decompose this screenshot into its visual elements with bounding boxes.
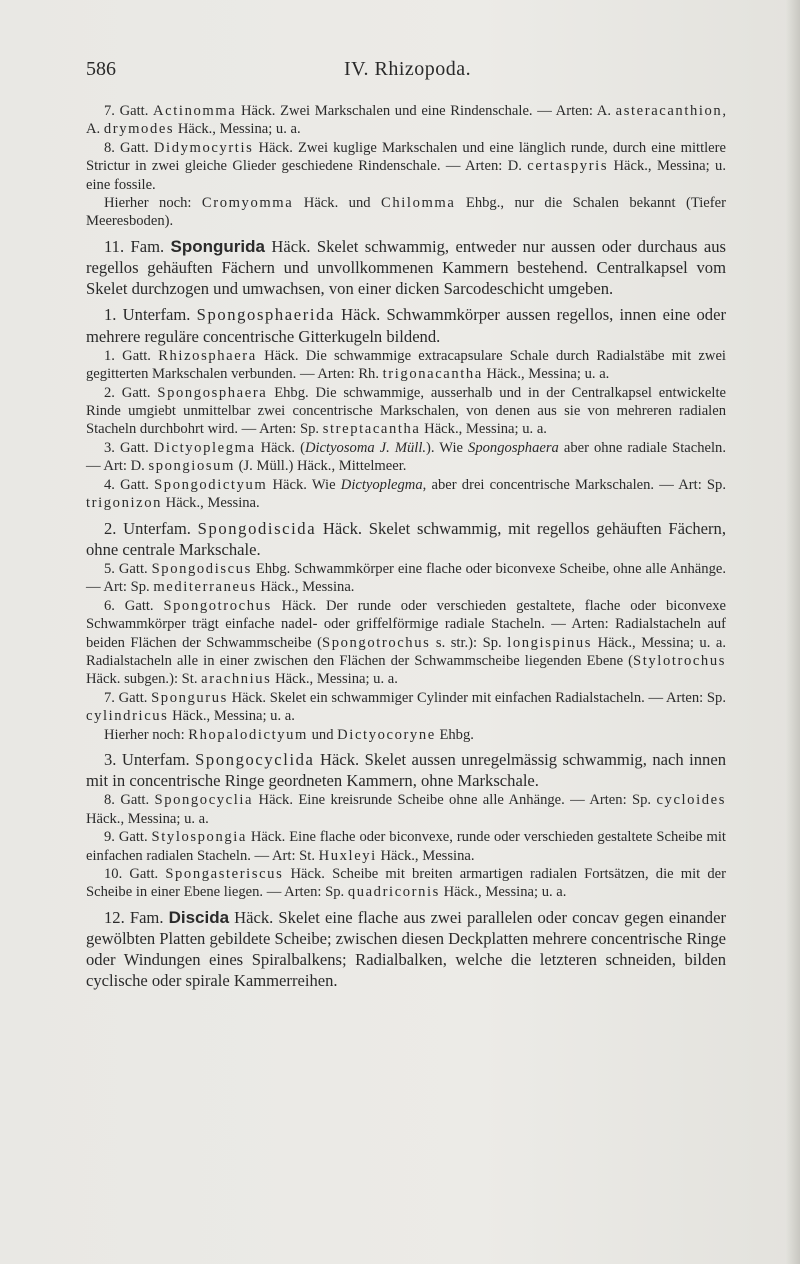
text-run: Häck., Messina. [162, 495, 260, 512]
spaced-name: Actinomma [153, 103, 237, 119]
text-run: Häck., Messina; u. a. [420, 421, 547, 438]
text-run: Häck. Der runde oder verschieden gestaltete, flache oder biconvexe Schwammkörper trägt einfache nadel- oder griffelförmige radiale Stacheln. — Arten: Radialstacheln auf beiden Flächen der Schwammscheibe ( [86, 597, 726, 651]
spaced-name: Didymocyrtis [153, 139, 254, 156]
text-run: Häck., Messina; u. a. [439, 884, 567, 901]
text-run: aber ohne radiale Stacheln. — Art: D. [86, 439, 726, 475]
page-header [86, 58, 726, 88]
text-run: 12. Fam. [104, 907, 169, 927]
text-run: Hierher noch: [104, 195, 202, 212]
genus-paragraph [86, 560, 726, 597]
spaced-name: trigonacantha [382, 366, 483, 383]
text-run: 1. Gatt. [104, 347, 159, 364]
text-run: Häck., Messina; u. a. [482, 366, 610, 383]
genus-paragraph [86, 791, 726, 828]
text-run: Häck., Messina. [376, 847, 475, 864]
genus-paragraph [86, 828, 726, 865]
text-run: 7. Gatt. [104, 103, 154, 119]
text-run: Häck. Scheibe mit breiten armartigen radialen Fortsätzen, die mit der Scheibe in einer Ebene liegen. — Arten: Sp. [86, 866, 726, 901]
text-run: Häck. ( [255, 439, 305, 456]
genus-paragraph [86, 865, 726, 902]
spaced-name: Dictyoplegma [153, 439, 256, 456]
text-run: 9. Gatt. [104, 829, 152, 846]
genus-paragraph [86, 439, 726, 476]
spaced-name: trigonizon [86, 495, 162, 512]
text-run: Häck. Zwei Markschalen und eine Rindenschale. — Arten: A. [236, 103, 616, 119]
genus-paragraph [86, 726, 726, 744]
text-run: Häck. Eine flache oder biconvexe, runde oder verschieden gestaltete Scheibe mit einfachen radialen Stacheln. — Art: St. [86, 829, 726, 864]
spaced-name: Huxleyi [318, 847, 377, 864]
text-run: 8. Gatt. [104, 139, 154, 156]
italic-name: Dictyoplegma [340, 476, 423, 493]
section-paragraph [86, 749, 726, 791]
italic-name: Dictyosoma J. Müll. [304, 439, 427, 456]
text-run: ). Wie [426, 439, 469, 456]
genus-paragraph [86, 476, 726, 513]
text-run: 3. Unterfam. [104, 749, 196, 769]
text-run: Häck. Skelet schwammig, entweder nur aussen oder durchaus aus regellos gehäuften Fächern und unvollkommenen Kammern bestehend. Centralkapsel vom Skelet durchzogen und umwachsen, von einer dicken Sarcodeschicht umgeben. [86, 236, 726, 299]
spaced-name: mediterraneus [153, 579, 257, 596]
text-run: Häck. Skelet aussen unregelmässig schwammig, nach innen mit in concentrische Ringe geordneten Kammern, ohne Markschale. [86, 749, 726, 791]
text-run: 8. Gatt. [104, 792, 155, 809]
text-run: (J. Müll.) Häck., Mittelmeer. [234, 458, 407, 475]
text-run: Häck. Skelet eine flache aus zwei parallelen oder concav gegen einander gewölbten Platten gebildete Scheibe; zwischen diesen Deckplatten mehrere concentrische Ringe oder Windungen eines Spiralbalkens; Radialbalken, welche die letzteren schneiden, bilden cyclische oder spirale Kammerreihen. [86, 907, 727, 991]
spaced-name: Spongurus [151, 689, 228, 706]
page-number: 586 [86, 58, 116, 80]
spaced-name: longispinus [507, 634, 593, 651]
text-run: Häck. Wie [267, 476, 341, 493]
genus-paragraph [86, 384, 726, 439]
genus-paragraph [86, 347, 726, 384]
text-run: 10. Gatt. [104, 866, 166, 883]
genus-paragraph [86, 689, 726, 726]
text-run: 2. Gatt. [104, 384, 158, 401]
spaced-name: Spongocyclida [195, 749, 315, 769]
text-run: Hierher noch: [104, 726, 189, 743]
text-run: Häck., Messina. [256, 579, 355, 596]
spaced-name: Stylospongia [151, 829, 247, 846]
text-run: , A. [86, 103, 726, 138]
text-run: 7. Gatt. [104, 689, 152, 706]
text-run: Häck., Messina; u. a. [174, 121, 301, 138]
body-text [86, 102, 726, 992]
spaced-name: cylindricus [86, 708, 169, 725]
spaced-name: quadricornis [347, 884, 440, 901]
text-run: Häck. subgen.): St. [86, 671, 202, 688]
text-run: 11. Fam. [104, 236, 171, 256]
text-run: Häck. Zwei kuglige Markschalen und eine länglich runde, durch eine mittlere Strictur in zwei gleiche Glieder geschiedene Rindenschale. — Arten: D. [86, 139, 726, 175]
text-run: Häck., Messina; u. eine fossile. [86, 158, 726, 193]
text-run: Häck., Messina; u. a. [86, 810, 209, 827]
family-name: Discida [168, 907, 230, 927]
spaced-name: Rhopalodictyum [188, 726, 308, 743]
spaced-name: Spongosphaera [157, 384, 268, 401]
text-run: s. str.): Sp. [430, 634, 508, 651]
spaced-name: arachnius [201, 671, 272, 688]
section-paragraph [86, 304, 726, 346]
spaced-name: Spongodiscus [151, 560, 252, 577]
spaced-name: Dictyocoryne [337, 726, 436, 743]
spaced-name: Rhizosphaera [158, 347, 257, 364]
spaced-name: Stylotrochus [633, 652, 726, 669]
spaced-name: Spongasteriscus [165, 866, 284, 883]
text-run: 3. Gatt. [104, 439, 154, 456]
running-head: IV. Rhizopoda. [344, 58, 472, 80]
spaced-name: Spongodictyum [154, 476, 268, 493]
spaced-name: streptacantha [322, 421, 421, 438]
family-name: Spongurida [170, 236, 265, 256]
spaced-name: Spongodiscida [197, 518, 317, 538]
text-run: und [307, 726, 338, 743]
text-run: 1. Unterfam. [104, 305, 197, 325]
spaced-name: certaspyris [527, 158, 609, 175]
text-run: Häck. Die schwammige extracapsulare Schale durch Radialstäbe mit zwei gegitterten Markschalen verbunden. — Arten: Rh. [86, 347, 726, 383]
spaced-name: Spongotrochus [163, 597, 272, 614]
genus-paragraph [86, 102, 726, 139]
spaced-name: Chilomma [381, 195, 456, 212]
text-run: , aber drei concentrische Markschalen. — Art: Sp. [422, 476, 726, 493]
text-run: Ehbg., nur die Schalen bekannt (Tiefer Meeresboden). [86, 195, 726, 230]
text-run: Häck. Eine kreisrunde Scheibe ohne alle Anhänge. — Arten: Sp. [253, 792, 657, 809]
text-run: 5. Gatt. [104, 560, 152, 577]
genus-paragraph [86, 194, 726, 231]
section-paragraph [86, 518, 726, 560]
italic-name: Spongosphaera [468, 439, 559, 456]
text-run: 4. Gatt. [104, 476, 155, 493]
spaced-name: cycloides [656, 792, 726, 809]
text-run: Ehbg. Die schwammige, ausserhalb und in der Centralkapsel entwickelte Rinde umgiebt unmittelbar zwei concentrische Markschalen, von denen aus sie von mehreren radialen Stacheln durchbohrt wird. — Arten: Sp. [86, 384, 726, 438]
page-edge-shadow [786, 0, 800, 1264]
section-paragraph [86, 236, 726, 300]
text-run: Ehbg. [435, 726, 474, 743]
text-run: Häck., Messina; u. a. [271, 671, 398, 688]
section-paragraph [86, 907, 726, 992]
text-run: Häck. und [293, 195, 382, 212]
text-run: Häck. Skelet ein schwammiger Cylinder mit einfachen Radialstacheln. — Arten: Sp. [227, 689, 726, 706]
text-run: Häck., Messina; u. a. Radialstacheln alle in einer zwischen den Flächen der Schwammscheibe liegenden Ebene ( [86, 634, 726, 669]
text-run: Ehbg. Schwammkörper eine flache oder biconvexe Scheibe, ohne alle Anhänge. — Art: Sp. [86, 560, 726, 596]
genus-paragraph [86, 597, 726, 689]
spaced-name: drymodes [103, 121, 175, 138]
spaced-name: asteracanthion [615, 103, 723, 119]
text-run: 6. Gatt. [104, 597, 164, 614]
spaced-name: Cromyomma [201, 195, 294, 212]
text-run: Häck. Schwammkörper aussen regellos, innen eine oder mehrere reguläre concentrische Gitterkugeln bildend. [86, 305, 726, 346]
genus-paragraph [86, 139, 726, 194]
text-run: Häck., Messina; u. a. [168, 708, 295, 725]
text-run: 2. Unterfam. [104, 518, 198, 538]
text-run: Häck. Skelet schwammig, mit regellos gehäuften Fächern, ohne centrale Markschale. [86, 518, 726, 559]
spaced-name: Spongosphaerida [196, 305, 335, 325]
spaced-name: spongiosum [148, 458, 235, 475]
spaced-name: Spongotrochus [322, 634, 431, 651]
spaced-name: Spongocyclia [154, 792, 254, 809]
